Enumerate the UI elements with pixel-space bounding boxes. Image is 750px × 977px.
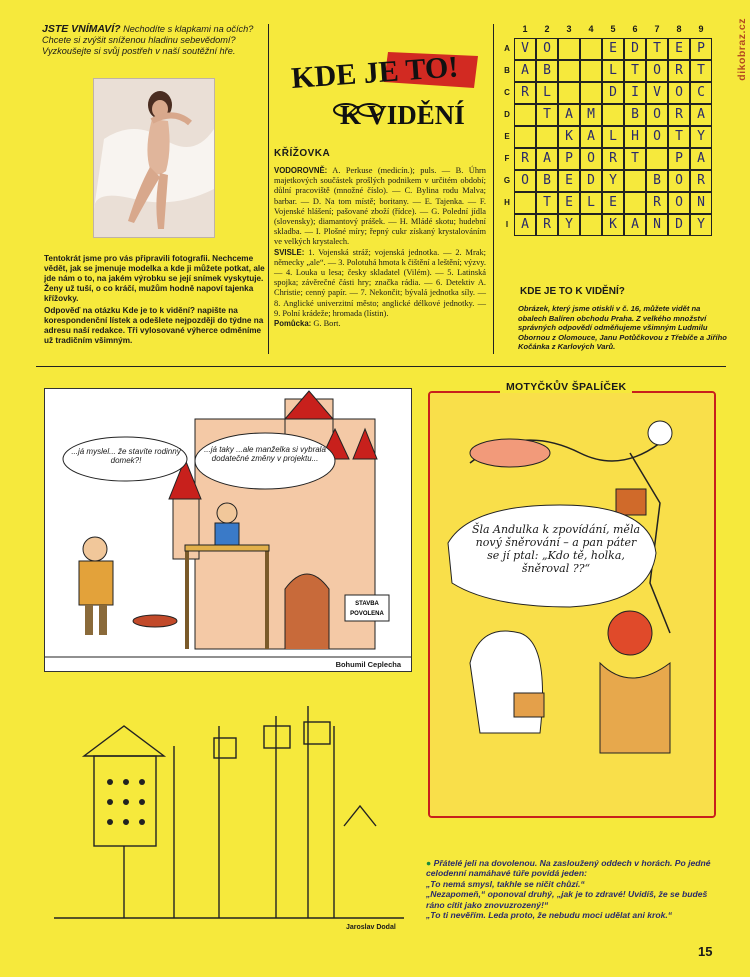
- crossword-cell[interactable]: [514, 126, 536, 148]
- crossword-cell[interactable]: E: [602, 192, 624, 214]
- crossword-cell[interactable]: [514, 192, 536, 214]
- joke-line-4: „To ti nevěřím. Leda proto, že nebudu moci udělat ani krok.“: [426, 910, 673, 921]
- crossword-cell[interactable]: D: [602, 82, 624, 104]
- divider-right: [493, 24, 494, 354]
- crossword-cell[interactable]: O: [580, 148, 602, 170]
- model-photo: [93, 78, 215, 238]
- photo-description: [44, 254, 272, 346]
- spalicek-panel: [428, 391, 716, 818]
- crossword-cell[interactable]: R: [514, 82, 536, 104]
- crossword-cell[interactable]: B: [624, 104, 646, 126]
- crossword-cell[interactable]: R: [602, 148, 624, 170]
- svg-text:STAVBA: STAVBA: [355, 601, 379, 607]
- crossword-cell[interactable]: D: [624, 38, 646, 60]
- crossword-cell[interactable]: [514, 104, 536, 126]
- column-number: 6: [632, 24, 638, 34]
- crossword-grid: [500, 24, 720, 254]
- crossword-cell[interactable]: [558, 82, 580, 104]
- column-number: 3: [566, 24, 572, 34]
- crossword-cell[interactable]: C: [690, 82, 712, 104]
- kde-answer-text: Obrázek, který jsme otiskli v č. 16, můžete vidět na obalech Balíren obchodu Praha. Z velkého množství správných odpovědí odměňujeme všimným Ludmilu Obornou z Olomouce, Janu Potůčkovou z Třebíče a Jiřího Kočánka z Karlových Varů.: [518, 304, 727, 352]
- column-number: 8: [676, 24, 682, 34]
- hint-label: Pomůcka:: [274, 319, 312, 329]
- cartoon-castle: [44, 388, 412, 672]
- joke-line-1: Přátelé jeli na dovolenou. Na zasloužený oddech v horách. Po jedné celodenní namáhavé túře povídá jeden:: [426, 858, 711, 879]
- crossword-cell[interactable]: [624, 192, 646, 214]
- crossword-cell[interactable]: P: [558, 148, 580, 170]
- crossword-cell[interactable]: L: [602, 126, 624, 148]
- crossword-cell[interactable]: L: [536, 82, 558, 104]
- joke-line-2: „To nemá smysl, takhle se ničit chůzí.“: [426, 878, 585, 889]
- joke-text: [426, 858, 726, 920]
- divider-horizontal: [36, 366, 726, 367]
- intro-text: [42, 24, 274, 57]
- crossword-cell[interactable]: A: [514, 60, 536, 82]
- crossword-cell[interactable]: [536, 126, 558, 148]
- bubble-right-text: ...já taky ...ale manželka si vybrala dodatečné změny v projektu...: [204, 445, 326, 463]
- crossword-cell[interactable]: R: [668, 60, 690, 82]
- crossword-cell[interactable]: H: [624, 126, 646, 148]
- crossword-cell[interactable]: B: [646, 170, 668, 192]
- crossword-cell[interactable]: E: [558, 192, 580, 214]
- crossword-cell[interactable]: N: [646, 214, 668, 236]
- crossword-cell[interactable]: V: [646, 82, 668, 104]
- crossword-cell[interactable]: O: [646, 60, 668, 82]
- crossword-cell[interactable]: L: [580, 192, 602, 214]
- row-letter: G: [503, 176, 511, 185]
- row-letter: A: [504, 44, 510, 53]
- crossword-cell[interactable]: Y: [690, 214, 712, 236]
- crossword-cell[interactable]: D: [580, 170, 602, 192]
- crossword-cell[interactable]: T: [536, 104, 558, 126]
- crossword-cell[interactable]: Y: [602, 170, 624, 192]
- crossword-cell[interactable]: O: [646, 126, 668, 148]
- crossword-cell[interactable]: Y: [558, 214, 580, 236]
- crossword-cell[interactable]: N: [690, 192, 712, 214]
- joke-line-3: „Nezapomeň,“ oponoval druhý, „jak je to zdravé! Uvidíš, že se budeš ráno cítit jako znovuzrozený!“: [426, 889, 708, 910]
- across-label: VODOROVNĚ:: [274, 166, 328, 175]
- crossword-cell[interactable]: A: [690, 148, 712, 170]
- crossword-cell[interactable]: [646, 148, 668, 170]
- crossword-cell[interactable]: T: [536, 192, 558, 214]
- row-letter: H: [504, 198, 510, 207]
- crossword-cell[interactable]: V: [514, 38, 536, 60]
- crossword-cell[interactable]: A: [536, 148, 558, 170]
- crossword-cell[interactable]: R: [536, 214, 558, 236]
- crossword-cell[interactable]: [558, 60, 580, 82]
- page-number: 15: [698, 944, 713, 959]
- across-clues: A. Perkuse (medicín.); puls. — B. Úhrn majetkových součástek prošlých podnikem v určitém období; důlní pracoviště (množné číslo). — C. Bylina rodu Malva; barbar. — D. Na tom místě; boritany. — E. Tajenka. — F. Vojenské hlášení; pašované zboží (řídce). — G. Polední jídla (slovensky); diamantový prášek. — H. Mládé skotu; hudební skladba. — I. Plošné míry; řepný cukr získaný krystalováním ve velkých krystalech.: [274, 166, 486, 247]
- crossword-cell[interactable]: R: [668, 104, 690, 126]
- crossword-cell[interactable]: T: [624, 60, 646, 82]
- crossword-cell[interactable]: P: [668, 148, 690, 170]
- column-number: 4: [588, 24, 594, 34]
- logo-line-1: KDE JE TO!: [290, 50, 460, 95]
- crossword-cell[interactable]: A: [690, 104, 712, 126]
- crossword-cell[interactable]: E: [558, 170, 580, 192]
- site-watermark: dikobraz.cz: [736, 18, 748, 81]
- crossword-cell[interactable]: O: [668, 170, 690, 192]
- crossword-cell[interactable]: O: [536, 38, 558, 60]
- crossword-cell[interactable]: R: [514, 148, 536, 170]
- crossword-cell[interactable]: [580, 60, 602, 82]
- column-number: 1: [522, 24, 528, 34]
- cartoon2-author: Jaroslav Dodal: [346, 924, 396, 931]
- svg-text:POVOLENA: POVOLENA: [350, 611, 384, 617]
- crossword-cell[interactable]: [602, 104, 624, 126]
- row-letter: F: [504, 154, 510, 163]
- row-letter: B: [504, 66, 510, 75]
- crossword-cell[interactable]: T: [690, 60, 712, 82]
- crossword-cell[interactable]: K: [602, 214, 624, 236]
- cartoon-birdhouses: [44, 686, 414, 938]
- crossword-cell[interactable]: I: [624, 82, 646, 104]
- crossword-cell[interactable]: M: [580, 104, 602, 126]
- crossword-cell[interactable]: T: [624, 148, 646, 170]
- hint-text: G. Bort.: [313, 319, 341, 329]
- intro-body: Nechodíte s klapkami na očích? Chcete si zvýšit sníženou hladinu sebevědomí? Vyzkoušejte si svůj postřeh v naší soutěžní hře.: [42, 24, 254, 56]
- bullet-icon: ●: [426, 858, 432, 868]
- row-letter: I: [505, 220, 509, 229]
- photo-para-2: Odpověď na otázku Kde je to k vidění? napište na korespondenční lístek a odešlete nejpozději do týdne na adresu naší redakce. Tři vylosované výherce odměníme už tradičním všimným.: [44, 306, 264, 345]
- crossword-cell[interactable]: O: [646, 104, 668, 126]
- column-number: 5: [610, 24, 616, 34]
- crossword-cell[interactable]: R: [646, 192, 668, 214]
- photo-para-1: Tentokrát jsme pro vás připravili fotografii. Nechceme vědět, jak se jmenuje modelka a kde ji můžete potkat, ale jde nám o to, na jakém výrobku se její snímek vyskytuje. Ženy už tuší, o co kráčí, mužům hodně napoví tajenka křížovky.: [44, 254, 265, 303]
- crossword-cell[interactable]: O: [668, 82, 690, 104]
- down-clues: 1. Vojenská stráž; vojenská jednotka. — 2. Mrak; německy „ale“. — 3. Polotuhá hmota k čištění a leštění; výzvy. — 4. Louka u lesa; česky skladatel (Vilém). — 5. Latinská spojka; závěrečné části hry; značka rádia. — 6. Detektiv A. Christie; cenný papír. — 7. Nekončit; bývalá jednotka síly. — 8. Anglické univerzitní město; anglické délkové jednotky. — 9. Polní krádeže; hromada (lístin).: [274, 247, 486, 318]
- column-number: 9: [698, 24, 704, 34]
- crossword-cell[interactable]: Y: [690, 126, 712, 148]
- crossword-cell[interactable]: R: [690, 170, 712, 192]
- divider-left: [268, 24, 269, 354]
- crossword-cell[interactable]: E: [602, 38, 624, 60]
- crossword-cell[interactable]: [580, 214, 602, 236]
- crossword-title: KŘÍŽOVKA: [274, 148, 331, 159]
- crossword-cell[interactable]: T: [668, 126, 690, 148]
- crossword-cell[interactable]: O: [668, 192, 690, 214]
- crossword-clues: [274, 166, 486, 329]
- column-number: 2: [544, 24, 550, 34]
- kde-je-to-logo: [288, 44, 480, 132]
- crossword-cell[interactable]: A: [514, 214, 536, 236]
- crossword-cell[interactable]: O: [514, 170, 536, 192]
- crossword-cell[interactable]: T: [646, 38, 668, 60]
- crossword-cell[interactable]: B: [536, 170, 558, 192]
- column-number: 7: [654, 24, 660, 34]
- crossword-cell[interactable]: L: [602, 60, 624, 82]
- spalicek-speech: Šla Andulka k zpovídání, měla nový šněrování – a pan páter se jí ptal: „Kdo tě, holka, šněroval ??“: [471, 523, 641, 575]
- row-letter: C: [504, 88, 510, 97]
- cartoon1-author: Bohumil Ceplecha: [335, 660, 401, 669]
- bubble-left-text: ...já myslel... že stavíte rodinný domek?!: [71, 447, 181, 465]
- crossword-cell[interactable]: A: [624, 214, 646, 236]
- row-letter: D: [504, 110, 510, 119]
- crossword-cell[interactable]: A: [580, 126, 602, 148]
- crossword-cell[interactable]: K: [558, 126, 580, 148]
- crossword-cell[interactable]: D: [668, 214, 690, 236]
- crossword-cell[interactable]: P: [690, 38, 712, 60]
- intro-heading: JSTE VNÍMAVÍ?: [42, 23, 121, 35]
- kde-answer-title: KDE JE TO K VIDĚNÍ?: [520, 286, 625, 297]
- down-label: SVISLE:: [274, 247, 305, 257]
- row-letter: E: [504, 132, 510, 141]
- spalicek-title: MOTYČKŮV ŠPALÍČEK: [500, 381, 632, 393]
- crossword-cell[interactable]: [558, 38, 580, 60]
- crossword-cell[interactable]: B: [536, 60, 558, 82]
- crossword-cell[interactable]: A: [558, 104, 580, 126]
- crossword-cell[interactable]: E: [668, 38, 690, 60]
- logo-line-2: K VIDĚNÍ: [340, 100, 465, 130]
- crossword-cell[interactable]: [580, 82, 602, 104]
- crossword-cell[interactable]: [624, 170, 646, 192]
- crossword-cell[interactable]: [580, 38, 602, 60]
